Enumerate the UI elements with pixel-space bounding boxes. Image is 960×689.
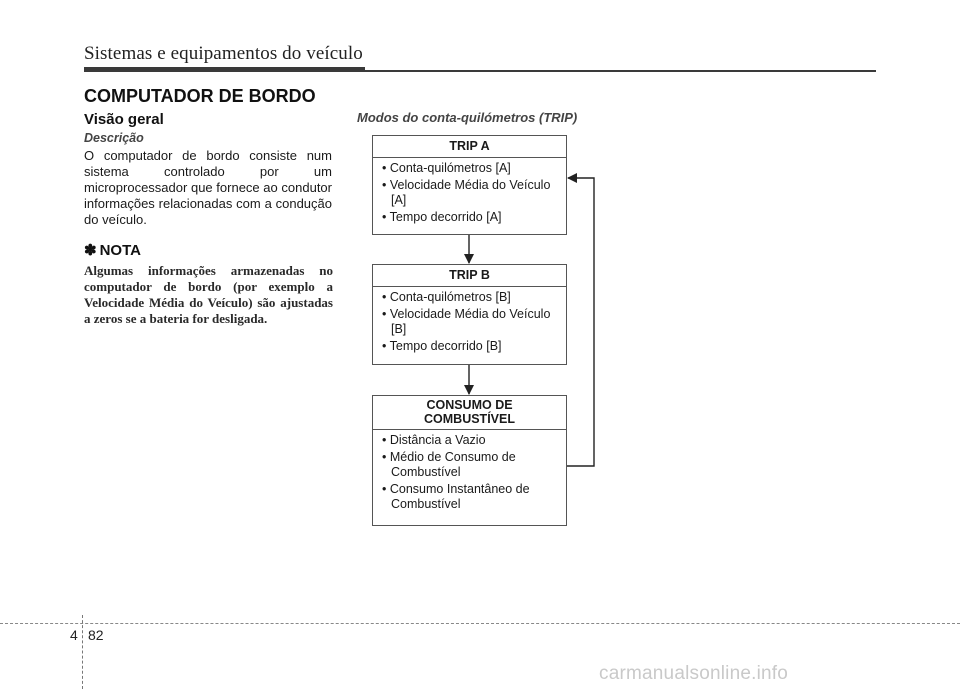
fuel-consumption-box	[372, 395, 567, 526]
trip-a-list	[373, 158, 566, 231]
list-item-text: Tempo decorrido [B]	[389, 339, 502, 353]
list-item	[378, 482, 562, 512]
diagram-title: Modos do conta-quilómetros (TRIP)	[357, 110, 578, 125]
list-item-text: Tempo decorrido [A]	[389, 210, 502, 224]
trip-a-box	[372, 135, 567, 235]
note-paragraph: Algumas informações armazenadas no computador de bordo (por exemplo a Velocidade Média do Veículo) são ajustadas a zeros se a bateria for desligada.	[84, 263, 333, 326]
bullet: •	[382, 210, 387, 224]
list-item	[378, 339, 562, 354]
trip-a-title: TRIP A	[373, 136, 566, 158]
list-item-text: Consumo Instantâneo de Combustível	[389, 482, 530, 511]
list-item-text: Velocidade Média do Veículo [B]	[389, 307, 551, 336]
list-item	[378, 433, 562, 448]
trip-b-title: TRIP B	[373, 265, 566, 287]
trip-b-list	[373, 287, 566, 360]
list-item	[378, 161, 562, 176]
list-item	[378, 290, 562, 305]
bullet: •	[382, 339, 387, 353]
bullet: •	[382, 290, 387, 304]
footer-rule	[0, 623, 960, 624]
description-heading: Descrição	[84, 131, 144, 145]
list-item	[378, 210, 562, 225]
header-rule	[84, 70, 876, 72]
bullet: •	[382, 482, 387, 496]
watermark: carmanualsonline.info	[599, 663, 789, 684]
fuel-consumption-list	[373, 430, 566, 518]
note-heading-label: NOTA	[99, 242, 141, 259]
list-item-text: Médio de Consumo de Combustível	[389, 450, 516, 479]
bullet: •	[382, 450, 387, 464]
chapter-number: 4	[70, 627, 78, 643]
overview-heading: Visão geral	[84, 111, 164, 128]
bullet: •	[382, 433, 387, 447]
list-item-text: Conta-quilómetros [A]	[389, 161, 511, 175]
bullet: •	[382, 307, 387, 321]
list-item	[378, 450, 562, 480]
page-number: 82	[88, 627, 104, 643]
footer-divider	[82, 615, 84, 689]
note-heading	[84, 241, 141, 259]
list-item	[378, 307, 562, 337]
arrow-fuel-to-trip-a	[567, 178, 594, 466]
bullet: •	[382, 178, 387, 192]
list-item-text: Velocidade Média do Veículo [A]	[389, 178, 551, 207]
list-item	[378, 178, 562, 208]
description-paragraph: O computador de bordo consiste num sistema controlado por um microprocessador que fornece ao condutor informações relacionadas com a condução do veículo.	[84, 148, 332, 227]
trip-b-box	[372, 264, 567, 365]
section-title: COMPUTADOR DE BORDO	[84, 86, 316, 106]
list-item-text: Distância a Vazio	[389, 433, 486, 447]
list-item-text: Conta-quilómetros [B]	[389, 290, 511, 304]
note-star-icon: ✽	[84, 242, 97, 259]
chapter-title: Sistemas e equipamentos do veículo	[84, 43, 363, 64]
fuel-consumption-title: CONSUMO DE COMBUSTÍVEL	[373, 396, 566, 430]
bullet: •	[382, 161, 387, 175]
